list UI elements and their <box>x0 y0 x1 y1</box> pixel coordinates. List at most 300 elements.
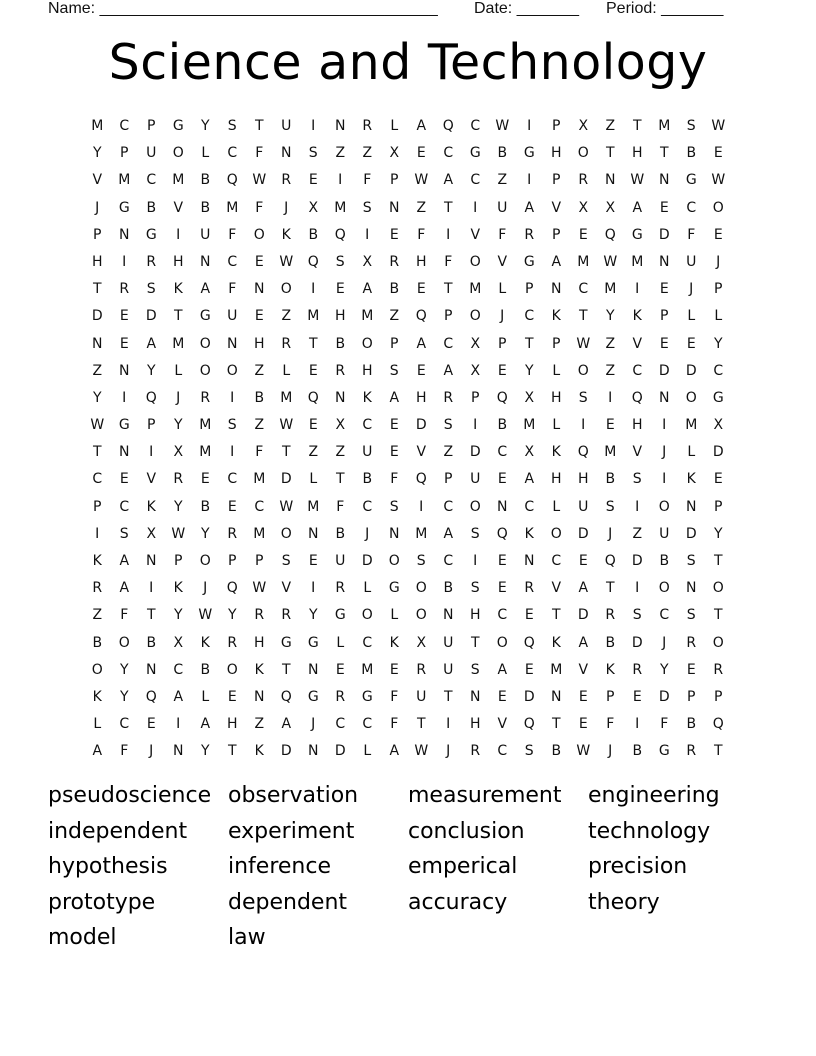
grid-letter[interactable]: G <box>307 688 320 705</box>
grid-letter[interactable]: X <box>362 253 373 270</box>
grid-letter[interactable]: S <box>308 145 319 162</box>
grid-letter[interactable]: K <box>551 634 562 651</box>
grid-letter[interactable]: N <box>308 661 319 678</box>
grid-letter[interactable]: W <box>576 335 591 352</box>
grid-letter[interactable]: K <box>389 634 400 651</box>
grid-letter[interactable]: I <box>176 226 181 243</box>
grid-letter[interactable]: H <box>631 145 644 162</box>
grid-letter[interactable]: I <box>635 498 640 515</box>
grid-letter[interactable]: E <box>416 281 427 298</box>
grid-letter[interactable]: M <box>577 253 590 270</box>
grid-letter[interactable]: D <box>523 688 536 705</box>
grid-letter[interactable]: Q <box>307 389 320 406</box>
grid-letter[interactable]: Q <box>307 253 320 270</box>
grid-letter[interactable]: C <box>335 716 346 733</box>
name-field[interactable]: Name: ______________________________________ <box>48 0 438 17</box>
grid-letter[interactable]: J <box>689 281 694 298</box>
grid-letter[interactable]: R <box>578 172 589 189</box>
grid-letter[interactable]: Z <box>254 417 265 434</box>
grid-letter[interactable]: K <box>632 308 643 325</box>
grid-letter[interactable]: C <box>362 498 373 515</box>
grid-letter[interactable]: Y <box>173 417 184 434</box>
grid-letter[interactable]: F <box>255 199 264 216</box>
grid-letter[interactable]: W <box>603 253 618 270</box>
grid-letter[interactable]: Y <box>92 145 103 162</box>
grid-letter[interactable]: E <box>605 417 616 434</box>
grid-letter[interactable]: U <box>659 525 670 542</box>
grid-letter[interactable]: O <box>469 308 482 325</box>
grid-letter[interactable]: C <box>713 362 724 379</box>
grid-letter[interactable]: Z <box>335 444 346 461</box>
grid-letter[interactable]: O <box>280 525 293 542</box>
grid-letter[interactable]: E <box>713 471 724 488</box>
grid-letter[interactable]: F <box>228 281 237 298</box>
grid-letter[interactable]: R <box>119 281 130 298</box>
grid-letter[interactable]: M <box>685 417 698 434</box>
grid-letter[interactable]: I <box>338 172 343 189</box>
grid-letter[interactable]: E <box>578 688 589 705</box>
grid-letter[interactable]: H <box>172 253 185 270</box>
grid-letter[interactable]: T <box>524 335 535 352</box>
grid-letter[interactable]: Y <box>200 525 211 542</box>
grid-letter[interactable]: C <box>524 308 535 325</box>
grid-letter[interactable]: O <box>577 145 590 162</box>
grid-letter[interactable]: G <box>199 308 212 325</box>
grid-letter[interactable]: A <box>551 253 562 270</box>
grid-letter[interactable]: Y <box>200 118 211 134</box>
grid-letter[interactable]: Q <box>145 688 158 705</box>
grid-letter[interactable]: H <box>91 253 104 270</box>
grid-letter[interactable]: T <box>551 607 562 624</box>
grid-letter[interactable]: E <box>578 226 589 243</box>
grid-letter[interactable]: Z <box>416 199 427 216</box>
grid-letter[interactable]: Z <box>281 308 292 325</box>
grid-letter[interactable]: B <box>389 281 400 298</box>
grid-letter[interactable]: O <box>388 553 401 569</box>
grid-letter[interactable]: N <box>308 525 319 542</box>
grid-letter[interactable]: A <box>578 580 589 597</box>
grid-letter[interactable]: R <box>443 389 454 406</box>
grid-letter[interactable]: I <box>662 471 667 488</box>
grid-letter[interactable]: X <box>524 389 535 406</box>
grid-letter[interactable]: P <box>174 553 183 569</box>
grid-letter[interactable]: A <box>119 553 130 569</box>
grid-letter[interactable]: Q <box>631 389 644 406</box>
grid-letter[interactable]: B <box>92 634 103 651</box>
grid-letter[interactable]: N <box>92 335 103 352</box>
grid-letter[interactable]: W <box>414 172 429 189</box>
grid-letter[interactable]: C <box>119 498 130 515</box>
grid-letter[interactable]: O <box>226 661 239 678</box>
grid-letter[interactable]: W <box>576 743 591 760</box>
grid-letter[interactable]: O <box>199 553 212 569</box>
grid-letter[interactable]: K <box>524 525 535 542</box>
grid-letter[interactable]: S <box>389 498 400 515</box>
grid-letter[interactable]: J <box>446 743 451 760</box>
grid-letter[interactable]: E <box>389 226 400 243</box>
grid-letter[interactable]: I <box>473 199 478 216</box>
grid-letter[interactable]: P <box>93 226 102 243</box>
grid-letter[interactable]: W <box>711 118 726 134</box>
grid-letter[interactable]: I <box>662 417 667 434</box>
grid-letter[interactable]: P <box>660 308 669 325</box>
grid-letter[interactable]: A <box>632 199 643 216</box>
grid-letter[interactable]: S <box>605 498 616 515</box>
grid-letter[interactable]: I <box>635 580 640 597</box>
grid-letter[interactable]: C <box>443 145 454 162</box>
grid-letter[interactable]: F <box>336 498 345 515</box>
grid-letter[interactable]: Z <box>632 525 643 542</box>
grid-letter[interactable]: E <box>659 281 670 298</box>
grid-letter[interactable]: R <box>686 743 697 760</box>
grid-letter[interactable]: Q <box>523 716 536 733</box>
grid-letter[interactable]: E <box>497 553 508 569</box>
grid-letter[interactable]: E <box>389 444 400 461</box>
grid-letter[interactable]: D <box>361 553 374 569</box>
grid-letter[interactable]: T <box>173 308 184 325</box>
grid-letter[interactable]: M <box>307 498 320 515</box>
grid-letter[interactable]: P <box>552 118 561 134</box>
grid-letter[interactable]: L <box>201 688 210 705</box>
grid-letter[interactable]: Q <box>496 389 509 406</box>
grid-letter[interactable]: A <box>200 281 211 298</box>
grid-letter[interactable]: X <box>524 444 535 461</box>
grid-letter[interactable]: O <box>496 634 509 651</box>
grid-letter[interactable]: R <box>281 172 292 189</box>
grid-letter[interactable]: B <box>200 498 211 515</box>
grid-letter[interactable]: L <box>363 743 372 760</box>
grid-letter[interactable]: C <box>497 743 508 760</box>
grid-letter[interactable]: M <box>334 199 347 216</box>
grid-letter[interactable]: E <box>686 661 697 678</box>
grid-letter[interactable]: R <box>362 118 373 134</box>
grid-letter[interactable]: T <box>713 607 724 624</box>
grid-letter[interactable]: A <box>389 743 400 760</box>
grid-letter[interactable]: V <box>146 471 157 488</box>
grid-letter[interactable]: T <box>308 335 319 352</box>
grid-letter[interactable]: M <box>253 471 266 488</box>
grid-letter[interactable]: S <box>335 253 346 270</box>
grid-letter[interactable]: I <box>365 226 370 243</box>
grid-letter[interactable]: G <box>334 607 347 624</box>
grid-letter[interactable]: H <box>361 362 374 379</box>
grid-letter[interactable]: A <box>119 580 130 597</box>
grid-letter[interactable]: S <box>470 661 481 678</box>
grid-letter[interactable]: I <box>95 525 100 542</box>
grid-letter[interactable]: G <box>118 417 131 434</box>
grid-letter[interactable]: Y <box>173 498 184 515</box>
grid-letter[interactable]: P <box>552 335 561 352</box>
grid-letter[interactable]: U <box>146 145 157 162</box>
grid-letter[interactable]: A <box>200 716 211 733</box>
grid-letter[interactable]: W <box>90 417 105 434</box>
grid-letter[interactable]: Q <box>415 308 428 325</box>
grid-letter[interactable]: U <box>497 199 508 216</box>
grid-letter[interactable]: E <box>632 688 643 705</box>
grid-letter[interactable]: N <box>524 553 535 569</box>
grid-letter[interactable]: P <box>390 172 399 189</box>
grid-letter[interactable]: X <box>578 199 589 216</box>
grid-letter[interactable]: F <box>120 607 129 624</box>
grid-letter[interactable]: Z <box>92 607 103 624</box>
grid-letter[interactable]: B <box>497 417 508 434</box>
grid-letter[interactable]: F <box>363 172 372 189</box>
grid-letter[interactable]: L <box>687 308 696 325</box>
grid-letter[interactable]: C <box>362 716 373 733</box>
grid-letter[interactable]: U <box>200 226 211 243</box>
grid-letter[interactable]: G <box>307 634 320 651</box>
grid-letter[interactable]: B <box>335 525 346 542</box>
grid-letter[interactable]: P <box>525 281 534 298</box>
grid-letter[interactable]: Q <box>577 444 590 461</box>
grid-letter[interactable]: T <box>659 145 670 162</box>
grid-letter[interactable]: D <box>280 471 293 488</box>
grid-letter[interactable]: K <box>362 389 373 406</box>
grid-letter[interactable]: F <box>687 226 696 243</box>
grid-letter[interactable]: N <box>200 253 211 270</box>
grid-letter[interactable]: J <box>608 525 613 542</box>
grid-letter[interactable]: L <box>336 634 345 651</box>
grid-letter[interactable]: E <box>659 199 670 216</box>
grid-letter[interactable]: K <box>254 743 265 760</box>
grid-letter[interactable]: B <box>605 634 616 651</box>
grid-letter[interactable]: F <box>606 716 615 733</box>
grid-letter[interactable]: T <box>470 634 481 651</box>
grid-letter[interactable]: J <box>149 743 154 760</box>
grid-letter[interactable]: S <box>119 525 130 542</box>
grid-letter[interactable]: D <box>577 607 590 624</box>
grid-letter[interactable]: U <box>470 471 481 488</box>
grid-letter[interactable]: L <box>390 118 399 134</box>
grid-letter[interactable]: A <box>524 199 535 216</box>
grid-letter[interactable]: G <box>388 580 401 597</box>
grid-letter[interactable]: E <box>497 688 508 705</box>
grid-letter[interactable]: T <box>578 308 589 325</box>
grid-letter[interactable]: Y <box>119 688 130 705</box>
grid-letter[interactable]: R <box>335 362 346 379</box>
grid-letter[interactable]: D <box>91 308 104 325</box>
grid-letter[interactable]: T <box>92 444 103 461</box>
grid-letter[interactable]: L <box>552 417 561 434</box>
grid-letter[interactable]: T <box>92 281 103 298</box>
date-field[interactable]: Date: _______ <box>474 0 579 17</box>
grid-letter[interactable]: L <box>552 362 561 379</box>
grid-letter[interactable]: K <box>686 471 697 488</box>
grid-letter[interactable]: X <box>605 199 616 216</box>
grid-letter[interactable]: L <box>498 281 507 298</box>
grid-letter[interactable]: M <box>361 661 374 678</box>
grid-letter[interactable]: M <box>172 172 185 189</box>
grid-letter[interactable]: O <box>118 634 131 651</box>
grid-letter[interactable]: Z <box>335 145 346 162</box>
grid-letter[interactable]: R <box>632 661 643 678</box>
grid-letter[interactable]: E <box>227 498 238 515</box>
grid-letter[interactable]: B <box>443 580 454 597</box>
grid-letter[interactable]: O <box>172 145 185 162</box>
grid-letter[interactable]: Y <box>200 743 211 760</box>
grid-letter[interactable]: I <box>311 281 316 298</box>
grid-letter[interactable]: E <box>227 688 238 705</box>
grid-letter[interactable]: J <box>500 308 505 325</box>
grid-letter[interactable]: P <box>390 335 399 352</box>
grid-letter[interactable]: N <box>227 335 238 352</box>
grid-letter[interactable]: D <box>685 525 698 542</box>
grid-letter[interactable]: E <box>119 308 130 325</box>
grid-letter[interactable]: F <box>390 716 399 733</box>
grid-letter[interactable]: P <box>498 335 507 352</box>
grid-letter[interactable]: O <box>415 580 428 597</box>
grid-letter[interactable]: I <box>527 118 532 134</box>
grid-letter[interactable]: O <box>658 580 671 597</box>
grid-letter[interactable]: F <box>660 716 669 733</box>
grid-letter[interactable]: B <box>362 471 373 488</box>
grid-letter[interactable]: K <box>92 688 103 705</box>
grid-letter[interactable]: H <box>415 389 428 406</box>
grid-letter[interactable]: X <box>470 335 481 352</box>
grid-letter[interactable]: H <box>550 145 563 162</box>
grid-letter[interactable]: R <box>227 634 238 651</box>
grid-letter[interactable]: Q <box>523 634 536 651</box>
grid-letter[interactable]: O <box>685 389 698 406</box>
grid-letter[interactable]: W <box>495 118 510 134</box>
grid-letter[interactable]: J <box>95 199 100 216</box>
grid-letter[interactable]: Z <box>254 362 265 379</box>
grid-letter[interactable]: B <box>632 743 643 760</box>
grid-letter[interactable]: C <box>578 281 589 298</box>
grid-letter[interactable]: M <box>253 525 266 542</box>
grid-letter[interactable]: N <box>686 498 697 515</box>
grid-letter[interactable]: F <box>444 253 453 270</box>
grid-letter[interactable]: O <box>469 253 482 270</box>
grid-letter[interactable]: X <box>173 444 184 461</box>
grid-letter[interactable]: T <box>443 688 454 705</box>
grid-letter[interactable]: I <box>635 281 640 298</box>
grid-letter[interactable]: S <box>443 417 454 434</box>
grid-letter[interactable]: V <box>497 253 508 270</box>
grid-letter[interactable]: G <box>172 118 185 134</box>
grid-letter[interactable]: F <box>390 688 399 705</box>
grid-letter[interactable]: O <box>361 335 374 352</box>
grid-letter[interactable]: S <box>524 743 535 760</box>
grid-letter[interactable]: P <box>147 118 156 134</box>
grid-letter[interactable]: W <box>198 607 213 624</box>
grid-letter[interactable]: Y <box>605 308 616 325</box>
grid-letter[interactable]: K <box>92 553 103 569</box>
grid-letter[interactable]: C <box>497 444 508 461</box>
grid-letter[interactable]: T <box>254 118 265 134</box>
grid-letter[interactable]: C <box>632 362 643 379</box>
grid-letter[interactable]: Z <box>605 362 616 379</box>
grid-letter[interactable]: Y <box>308 607 319 624</box>
grid-letter[interactable]: E <box>659 335 670 352</box>
grid-letter[interactable]: N <box>497 498 508 515</box>
grid-letter[interactable]: P <box>255 553 264 569</box>
grid-letter[interactable]: E <box>713 145 724 162</box>
grid-letter[interactable]: S <box>632 471 643 488</box>
grid-letter[interactable]: A <box>281 716 292 733</box>
grid-letter[interactable]: R <box>281 607 292 624</box>
grid-letter[interactable]: A <box>416 335 427 352</box>
grid-letter[interactable]: K <box>551 308 562 325</box>
grid-letter[interactable]: Y <box>659 661 670 678</box>
grid-letter[interactable]: R <box>713 661 724 678</box>
grid-letter[interactable]: V <box>281 580 292 597</box>
grid-letter[interactable]: J <box>203 580 208 597</box>
grid-letter[interactable]: S <box>470 580 481 597</box>
grid-letter[interactable]: B <box>200 661 211 678</box>
grid-letter[interactable]: O <box>469 498 482 515</box>
grid-letter[interactable]: O <box>253 226 266 243</box>
grid-letter[interactable]: G <box>280 634 293 651</box>
grid-letter[interactable]: A <box>443 172 454 189</box>
grid-letter[interactable]: Q <box>226 580 239 597</box>
grid-letter[interactable]: M <box>604 444 617 461</box>
grid-letter[interactable]: G <box>361 688 374 705</box>
grid-letter[interactable]: A <box>173 688 184 705</box>
grid-letter[interactable]: R <box>200 389 211 406</box>
grid-letter[interactable]: V <box>497 716 508 733</box>
grid-letter[interactable]: C <box>497 607 508 624</box>
grid-letter[interactable]: J <box>365 525 370 542</box>
grid-letter[interactable]: C <box>470 172 481 189</box>
grid-letter[interactable]: C <box>92 471 103 488</box>
grid-letter[interactable]: I <box>230 389 235 406</box>
grid-letter[interactable]: X <box>713 417 724 434</box>
grid-letter[interactable]: Y <box>119 661 130 678</box>
grid-letter[interactable]: R <box>281 335 292 352</box>
grid-letter[interactable]: Q <box>334 226 347 243</box>
grid-letter[interactable]: Y <box>173 607 184 624</box>
grid-letter[interactable]: I <box>473 553 478 569</box>
grid-letter[interactable]: Z <box>308 444 319 461</box>
grid-letter[interactable]: E <box>497 580 508 597</box>
grid-letter[interactable]: E <box>146 716 157 733</box>
grid-letter[interactable]: G <box>631 226 644 243</box>
grid-letter[interactable]: U <box>362 444 373 461</box>
grid-letter[interactable]: B <box>308 226 319 243</box>
grid-letter[interactable]: R <box>92 580 103 597</box>
grid-letter[interactable]: O <box>91 661 104 678</box>
grid-letter[interactable]: U <box>281 118 292 134</box>
grid-letter[interactable]: E <box>200 471 211 488</box>
grid-letter[interactable]: D <box>469 444 482 461</box>
grid-letter[interactable]: I <box>230 444 235 461</box>
grid-letter[interactable]: H <box>226 716 239 733</box>
grid-letter[interactable]: O <box>577 362 590 379</box>
grid-letter[interactable]: L <box>714 308 723 325</box>
grid-letter[interactable]: T <box>227 743 238 760</box>
grid-letter[interactable]: E <box>335 281 346 298</box>
grid-letter[interactable]: E <box>524 661 535 678</box>
grid-letter[interactable]: T <box>605 145 616 162</box>
grid-letter[interactable]: N <box>551 281 562 298</box>
grid-letter[interactable]: C <box>686 199 697 216</box>
grid-letter[interactable]: X <box>389 145 400 162</box>
grid-letter[interactable]: B <box>335 335 346 352</box>
grid-letter[interactable]: V <box>416 444 427 461</box>
grid-letter[interactable]: P <box>471 389 480 406</box>
grid-letter[interactable]: I <box>473 417 478 434</box>
grid-letter[interactable]: H <box>334 308 347 325</box>
grid-letter[interactable]: H <box>253 335 266 352</box>
grid-letter[interactable]: I <box>122 389 127 406</box>
grid-letter[interactable]: M <box>118 172 131 189</box>
grid-letter[interactable]: Z <box>605 335 616 352</box>
grid-letter[interactable]: Q <box>604 226 617 243</box>
grid-letter[interactable]: N <box>254 688 265 705</box>
grid-letter[interactable]: L <box>552 498 561 515</box>
grid-letter[interactable]: V <box>92 172 103 189</box>
